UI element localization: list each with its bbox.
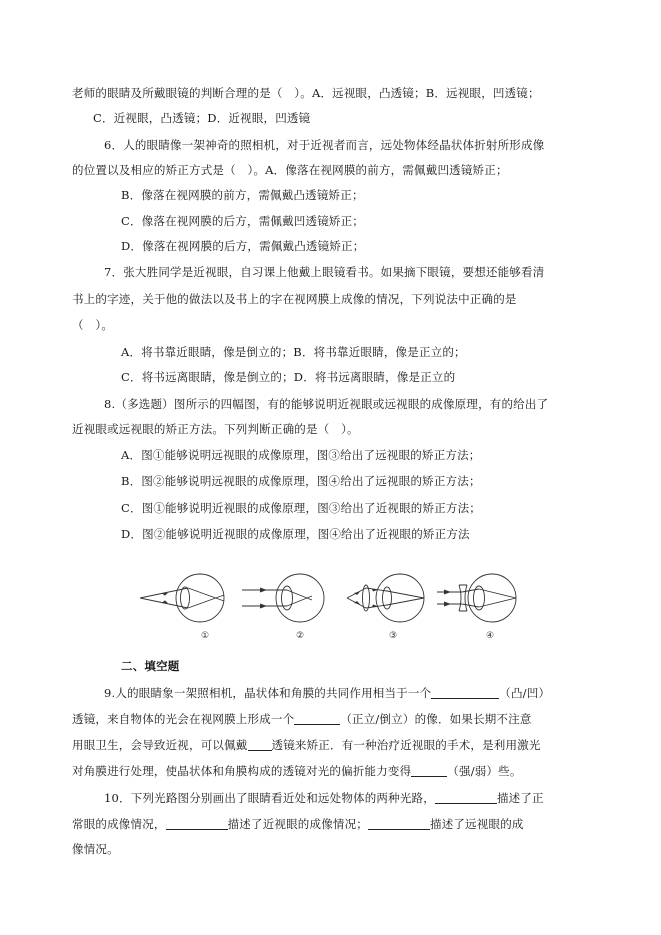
question-9-line: 对角膜进行处理，使晶状体和角膜构成的透镜对光的偏折能力变得 （强/弱）些。 — [72, 764, 522, 778]
question-7-option: C．将书远离眼睛，像是倒立的；D．将书远离眼睛，像是正立的 — [121, 370, 456, 384]
question-8-option: D．图②能够说明近视眼的成像原理，图④给出了近视眼的矫正方法 — [121, 527, 470, 541]
question-7-line: 书上的字迹，关于他的做法以及书上的字在视网膜上成像的情况，下列说法中正确的是 — [72, 292, 517, 306]
text-line: 老师的眼睛及所戴眼镜的判断合理的是（ ）。A．远视眼，凸透镜；B．远视眼，凹透镜； — [72, 86, 540, 100]
answer-blank[interactable] — [368, 817, 430, 830]
answer-blank[interactable] — [411, 764, 447, 777]
answer-blank[interactable] — [431, 686, 499, 699]
question-8-line: 8.（多选题）图所示的四幅图，有的能够说明近视眼或远视眼的成像原理，有的给出了 — [104, 397, 549, 411]
eye-diagram-3 — [347, 574, 424, 622]
question-7-line: （ ）。 — [72, 318, 114, 332]
question-8-line: 近视眼或远视眼的矫正方法。下列判断正确的是（ ）。 — [72, 422, 359, 436]
question-8-option: B．图②能够说明远视眼的成像原理，图④给出了远视眼的矫正方法； — [121, 474, 481, 488]
answer-blank[interactable] — [294, 712, 340, 725]
eye-diagram-2 — [242, 574, 324, 622]
question-10-line: 10．下列光路图分别画出了眼睛看近处和远处物体的两种光路， 描述了正 — [104, 791, 544, 805]
answer-blank[interactable] — [166, 817, 228, 830]
question-8-option: C．图①能够说明近视眼的成像原理，图③给出了近视眼的矫正方法； — [121, 501, 481, 515]
section-heading: 二、填空题 — [121, 659, 180, 673]
question-6-option: B．像落在视网膜的前方，需佩戴凸透镜矫正； — [121, 188, 364, 202]
text-line: C．近视眼，凸透镜；D．近视眼，凹透镜 — [93, 111, 311, 125]
question-7-option: A．将书靠近眼睛，像是倒立的；B．将书靠近眼睛，像是正立的； — [121, 345, 466, 359]
question-9-line: 透镜，来自物体的光会在视网膜上形成一个 （正立/倒立）的像．如果长期不注意 — [72, 712, 532, 726]
question-6-option: D．像落在视网膜的后方，需佩戴凸透镜矫正； — [121, 239, 365, 253]
eye-diagram-1 — [140, 574, 224, 622]
figure-label-1: ① — [200, 631, 210, 641]
answer-blank[interactable] — [435, 791, 497, 804]
question-6-option: C．像落在视网膜的后方，需佩戴凹透镜矫正； — [121, 214, 364, 228]
eye-diagrams-figure — [132, 570, 527, 642]
question-8-option: A．图①能够说明远视眼的成像原理，图③给出了远视眼的矫正方法； — [121, 448, 481, 462]
eye-diagram-4 — [437, 574, 516, 622]
question-9-line: 用眼卫生，会导致近视，可以佩戴 透镜来矫正．有一种治疗近视眼的手术，是利用激光 — [72, 738, 541, 752]
question-6-line: 的位置以及相应的矫正方式是（ ）。A．像落在视网膜的前方，需佩戴凹透镜矫正； — [72, 163, 508, 177]
question-7-line: 7．张大胜同学是近视眼，自习课上他戴上眼镜看书。如果摘下眼镜，要想还能够看清 — [104, 265, 545, 279]
question-10-line: 像情况。 — [72, 842, 119, 856]
figure-label-2: ② — [295, 631, 305, 641]
answer-blank[interactable] — [248, 738, 272, 751]
question-6-line: 6．人的眼睛像一架神奇的照相机，对于近视者而言，远处物体经晶状体折射所形成像 — [104, 138, 545, 152]
question-10-line: 常眼的成像情况， 描述了近视眼的成像情况； 描述了远视眼的成 — [72, 817, 524, 831]
figure-label-4: ④ — [485, 631, 495, 641]
figure-label-3: ③ — [388, 631, 398, 641]
question-9-line: 9.人的眼睛象一架照相机，晶状体和角膜的共同作用相当于一个 （凸/凹） — [104, 686, 551, 700]
